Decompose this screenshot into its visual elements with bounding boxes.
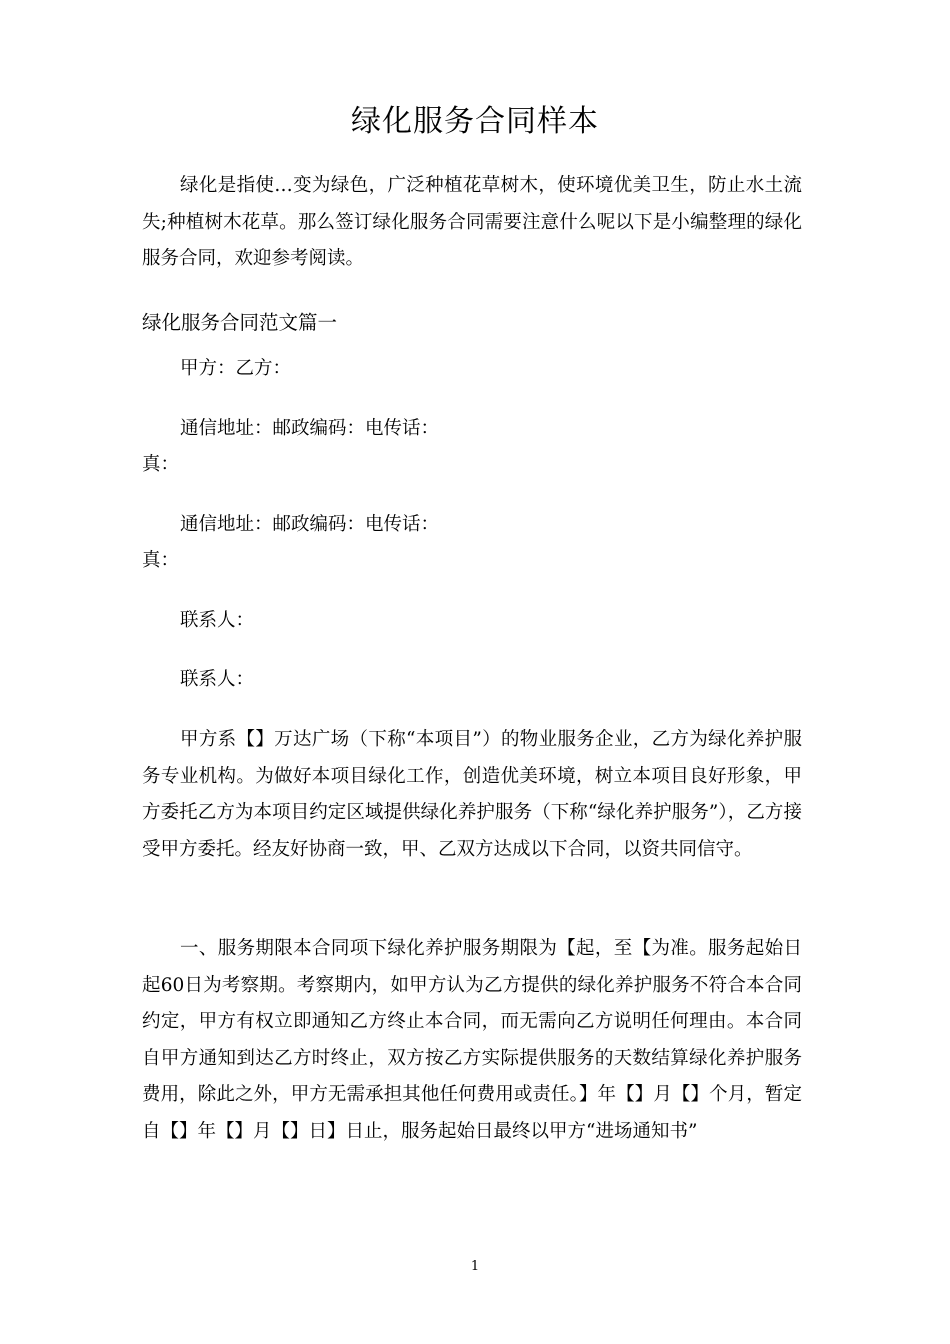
document-title: 绿化服务合同样本 [351,104,599,139]
section-heading: 绿化服务合同范文篇一 [142,311,338,334]
address-line-2: 通信地址：邮政编码：电传话： [180,514,440,535]
parties-line: 甲方：乙方： [180,358,292,379]
preamble-paragraph: 甲方系【】万达广场（下称“本项目”）的物业服务企业，乙方为绿化养护服务专业机构。为做好本项目绿化工作，创造优美环境，树立本项目良好形象，甲方委托乙方为本项目约定区域提供绿化养护服务（下称“绿化养护服务”），乙方接受甲方委托。经友好协商一致，甲、乙双方达成以下合同，以资共同信守。 [142,729,802,860]
intro-paragraph: 绿化是指使…变为绿色，广泛种植花草树木，使环境优美卫生，防止水土流失;种植树木花草。那么签订绿化服务合同需要注意什么呢以下是小编整理的绿化服务合同，欢迎参考阅读。 [142,175,802,269]
page-number: 1 [470,1259,480,1274]
clause-1-paragraph: 一、服务期限本合同项下绿化养护服务期限为【起，至【为准。服务起始日起60日为考察期。考察期内，如甲方认为乙方提供的绿化养护服务不符合本合同约定，甲方有权立即通知乙方终止本合同，而无需向乙方说明任何理由。本合同自甲方通知到达乙方时终止，双方按乙方实际提供服务的天数结算绿化养护服务费用，除此之外，甲方无需承担其他任何费用或责任。】年【】月【】个月，暂定自【】年【】月【】日】日止，服务起始日最终以甲方“进场通知书” [142,938,802,1142]
address-line-1: 通信地址：邮政编码：电传话： [180,418,440,439]
fax-line-1: 真： [142,454,180,475]
contact-line-1: 联系人： [180,610,255,631]
fax-line-2: 真： [142,550,180,571]
contact-line-2: 联系人： [180,669,255,690]
